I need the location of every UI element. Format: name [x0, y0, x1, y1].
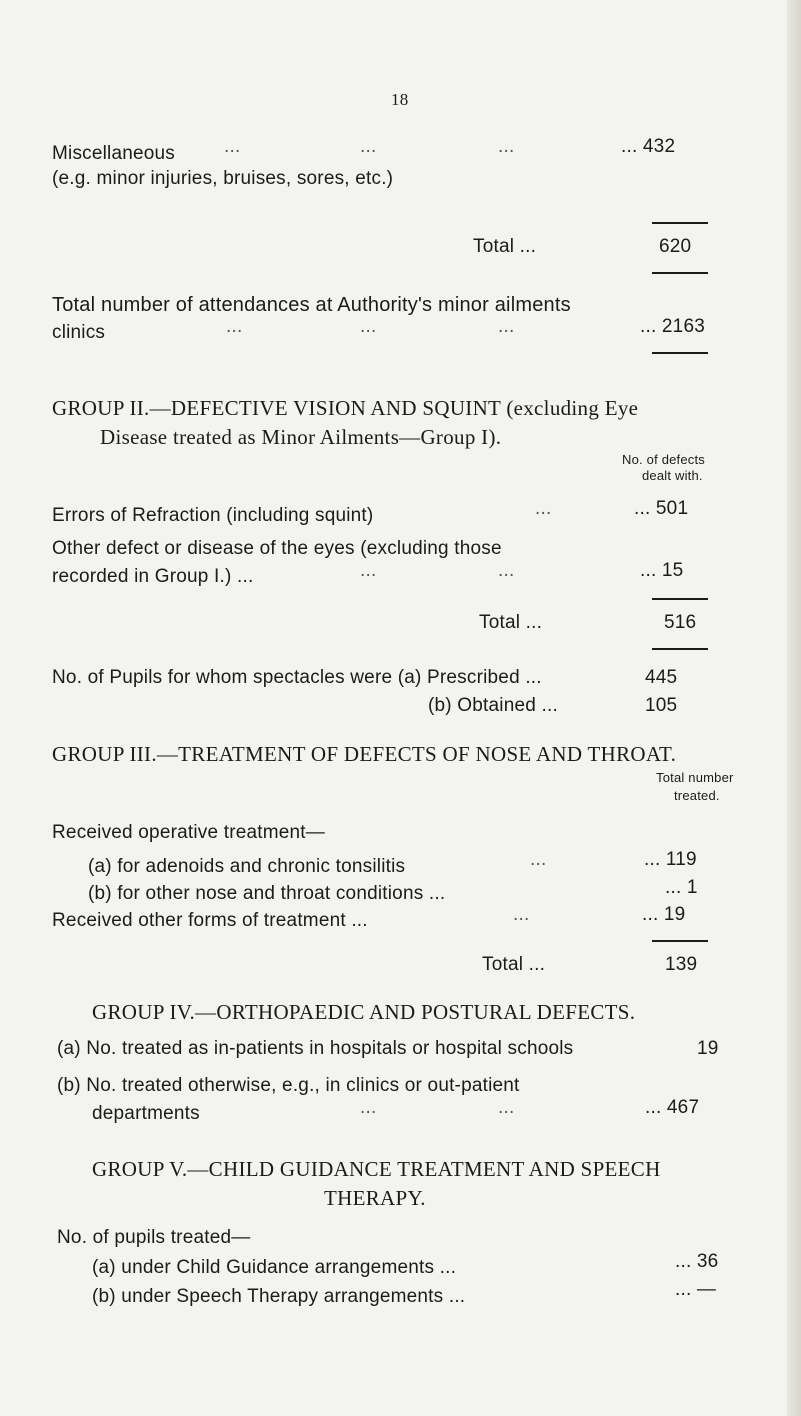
leader-dots: ... — [498, 560, 515, 581]
total-value: 139 — [665, 954, 698, 975]
adenoids-value: ... 119 — [644, 849, 697, 870]
sum-rule — [652, 648, 708, 650]
spectacles-obtained-value: 105 — [645, 695, 678, 716]
sum-rule — [652, 222, 708, 224]
attendances-label-cont: clinics — [52, 322, 106, 343]
other-forms-value: ... 19 — [642, 904, 686, 925]
leader-dots: ... — [224, 136, 241, 157]
other-defect-label: Other defect or disease of the eyes (excluding those — [52, 538, 502, 559]
total-label: Total ... — [473, 236, 537, 257]
sum-rule — [652, 352, 708, 354]
leader-dots: ... — [498, 136, 515, 157]
total-value: 620 — [659, 236, 692, 257]
misc-value: ... 432 — [621, 136, 676, 157]
group2-heading-cont: Disease treated as Minor Ailments—Group I). — [100, 425, 502, 449]
sum-rule — [652, 598, 708, 600]
column-header: treated. — [674, 788, 720, 803]
other-nose-label: (b) for other nose and throat conditions ... — [88, 883, 446, 904]
leader-dots: ... — [513, 904, 530, 925]
spectacles-label: No. of Pupils for whom spectacles were (a) Prescribed ... — [52, 667, 542, 688]
sum-rule — [652, 940, 708, 942]
column-header: dealt with. — [642, 468, 703, 483]
page-edge — [787, 0, 801, 1416]
leader-dots: ... — [530, 849, 547, 870]
column-header: No. of defects — [622, 452, 706, 467]
leader-dots: ... — [535, 498, 552, 519]
group2-heading: GROUP II.—DEFECTIVE VISION AND SQUINT (excluding Eye — [52, 396, 639, 420]
other-forms-label: Received other forms of treatment ... — [52, 910, 368, 931]
otherwise-label: (b) No. treated otherwise, e.g., in clinics or out-patient — [57, 1075, 520, 1096]
column-header: Total number — [656, 770, 734, 785]
operative-label: Received operative treatment— — [52, 822, 325, 843]
misc-label: Miscellaneous — [52, 143, 175, 164]
other-defect-label-cont: recorded in Group I.) ... — [52, 566, 254, 587]
group3-heading: GROUP III.—TREATMENT OF DEFECTS OF NOSE AND THROAT. — [52, 742, 677, 766]
total-label: Total ... — [482, 954, 546, 975]
speech-therapy-label: (b) under Speech Therapy arrangements ... — [92, 1286, 466, 1307]
refraction-value: ... 501 — [634, 498, 689, 519]
otherwise-value: ... 467 — [645, 1097, 700, 1118]
child-guidance-label: (a) under Child Guidance arrangements ... — [92, 1257, 457, 1278]
total-value: 516 — [664, 612, 697, 633]
other-nose-value: ... 1 — [665, 877, 698, 898]
group5-heading-cont: THERAPY. — [324, 1186, 426, 1210]
total-label: Total ... — [479, 612, 543, 633]
otherwise-label-cont: departments — [92, 1103, 200, 1124]
inpatients-value: 19 — [697, 1038, 719, 1059]
spectacles-prescribed-value: 445 — [645, 667, 678, 688]
child-guidance-value: ... 36 — [675, 1251, 719, 1272]
sum-rule — [652, 272, 708, 274]
adenoids-label: (a) for adenoids and chronic tonsilitis — [88, 856, 406, 877]
attendances-label: Total number of attendances at Authority's minor ailments — [52, 294, 571, 316]
page-number: 18 — [391, 90, 409, 109]
group4-heading: GROUP IV.—ORTHOPAEDIC AND POSTURAL DEFECTS. — [92, 1000, 636, 1024]
leader-dots: ... — [360, 316, 377, 337]
pupils-treated-label: No. of pupils treated— — [57, 1227, 251, 1248]
group5-heading: GROUP V.—CHILD GUIDANCE TREATMENT AND SPEECH — [92, 1157, 661, 1181]
attendances-value: ... 2163 — [640, 316, 705, 337]
misc-note: (e.g. minor injuries, bruises, sores, etc.) — [52, 168, 394, 189]
inpatients-label: (a) No. treated as in-patients in hospitals or hospital schools — [57, 1038, 574, 1059]
refraction-label: Errors of Refraction (including squint) — [52, 505, 374, 526]
leader-dots: ... — [226, 316, 243, 337]
other-defect-value: ... 15 — [640, 560, 684, 581]
spectacles-obtained-label: (b) Obtained ... — [428, 695, 558, 716]
leader-dots: ... — [360, 136, 377, 157]
leader-dots: ... — [498, 316, 515, 337]
leader-dots: ... — [360, 1097, 377, 1118]
speech-therapy-value: ... — — [675, 1279, 717, 1300]
leader-dots: ... — [498, 1097, 515, 1118]
leader-dots: ... — [360, 560, 377, 581]
